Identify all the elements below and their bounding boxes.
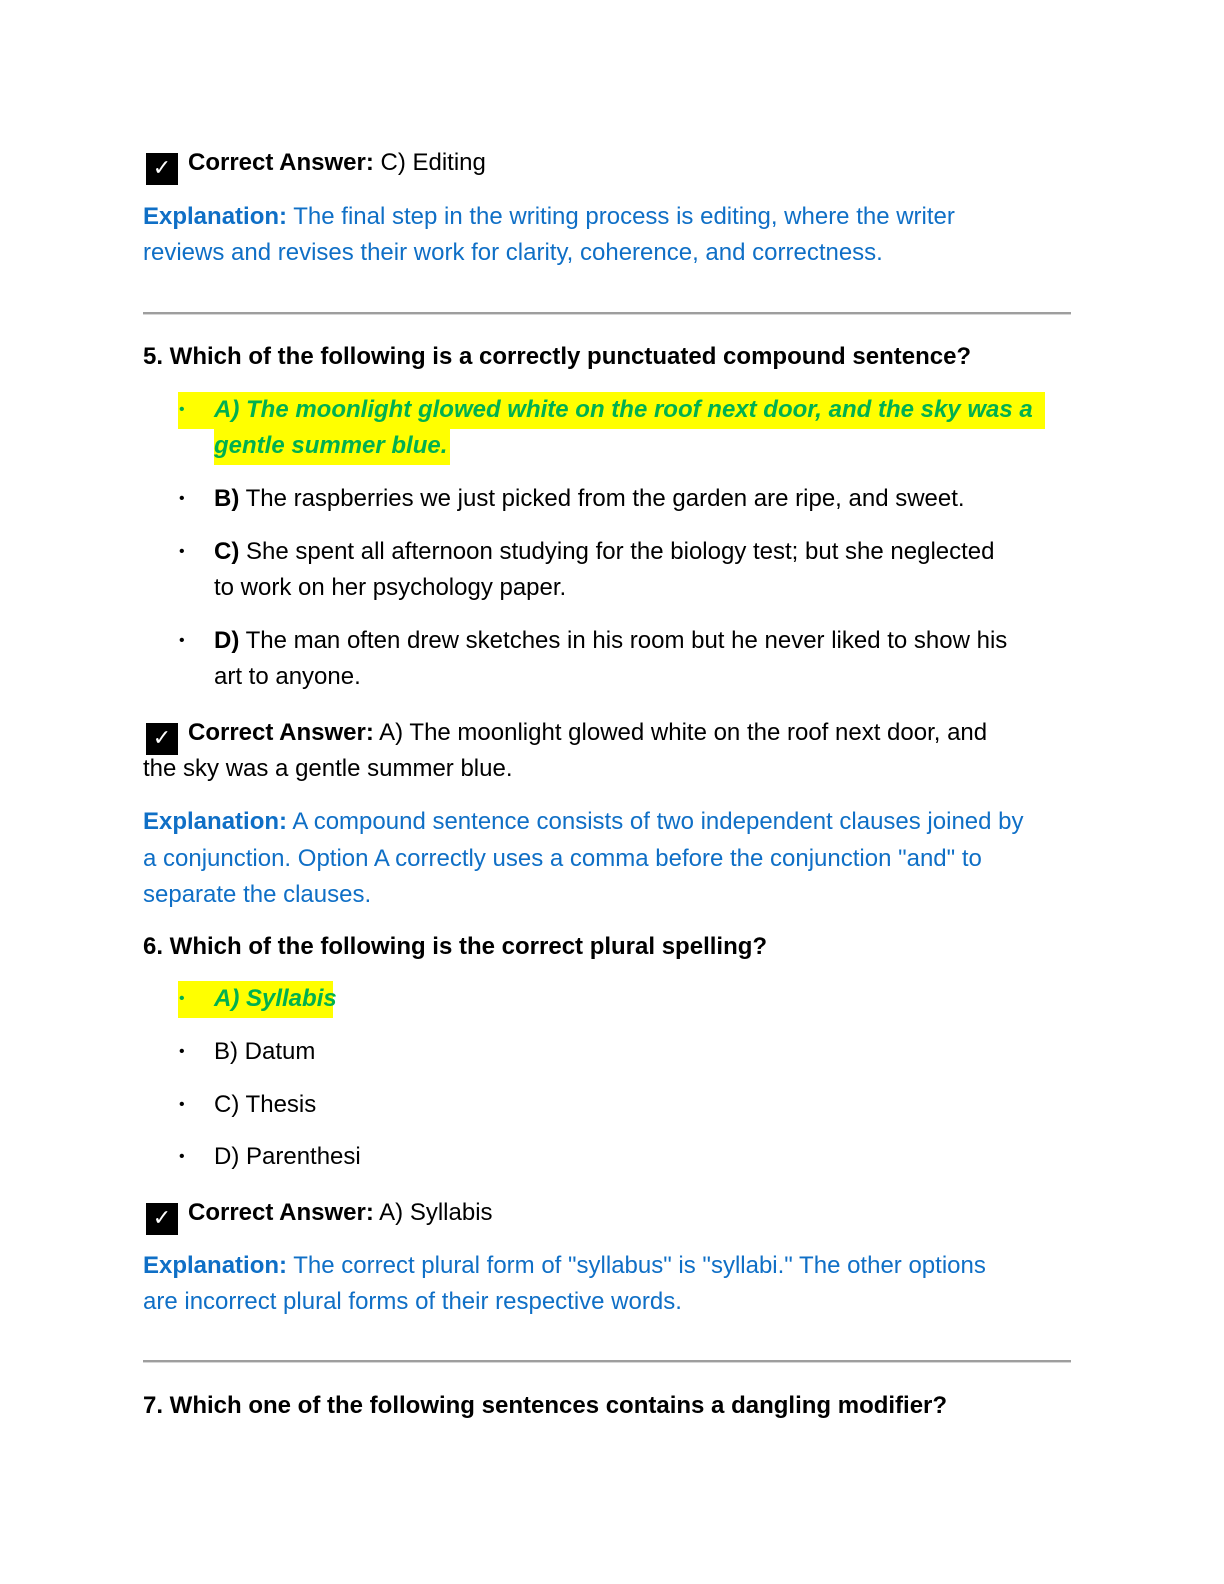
- q4-explanation-line1: Explanation: The final step in the writing process is editing, where the writer: [143, 203, 955, 230]
- q6-option-c: C) Thesis: [214, 1091, 317, 1118]
- q6-option-a: A) Syllabis: [214, 985, 337, 1012]
- explanation-label: Explanation:: [143, 808, 288, 835]
- correct-answer-label: Correct Answer:: [188, 719, 374, 746]
- q5-correct-answer-line2: the sky was a gentle summer blue.: [143, 755, 513, 782]
- q5-explanation-line3: separate the clauses.: [143, 881, 372, 908]
- bullet-icon: •: [179, 490, 185, 507]
- explanation-label: Explanation:: [143, 1252, 288, 1279]
- q5-explanation-line2: a conjunction. Option A correctly uses a comma before the conjunction "and" to: [143, 845, 982, 872]
- q6-option-d: D) Parenthesi: [214, 1143, 361, 1170]
- q4-explanation-line2: reviews and revises their work for clarity, coherence, and correctness.: [143, 239, 883, 266]
- q6-question: 6. Which of the following is the correct plural spelling?: [143, 933, 768, 960]
- check-icon: ✓: [146, 153, 178, 185]
- bullet-icon: •: [179, 392, 185, 429]
- q6-option-b: B) Datum: [214, 1038, 316, 1065]
- q6-correct-answer: ✓ Correct Answer: A) Syllabis: [143, 1195, 493, 1235]
- q5-option-c-line1: C) She spent all afternoon studying for the biology test; but she neglected: [214, 538, 995, 565]
- q5-option-a-line1: A) The moonlight glowed white on the roof next door, and the sky was a: [214, 396, 1033, 423]
- correct-answer-label: Correct Answer:: [188, 149, 374, 176]
- q6-explanation-line2: are incorrect plural forms of their respective words.: [143, 1288, 682, 1315]
- q5-option-b: B) The raspberries we just picked from the garden are ripe, and sweet.: [214, 485, 965, 512]
- q5-option-d-line2: art to anyone.: [214, 663, 361, 690]
- q5-option-d-line1: D) The man often drew sketches in his room but he never liked to show his: [214, 627, 1008, 654]
- section-divider: [143, 1360, 1071, 1363]
- bullet-icon: •: [179, 1148, 185, 1165]
- q5-explanation-line1: Explanation: A compound sentence consists of two independent clauses joined by: [143, 808, 1024, 835]
- correct-answer-label: Correct Answer:: [188, 1199, 374, 1226]
- q5-correct-answer-line1: ✓ Correct Answer: A) The moonlight glowed white on the roof next door, and: [143, 715, 987, 755]
- q5-question: 5. Which of the following is a correctly punctuated compound sentence?: [143, 343, 972, 370]
- explanation-label: Explanation:: [143, 203, 288, 230]
- q5-option-c-line2: to work on her psychology paper.: [214, 574, 567, 601]
- bullet-icon: •: [179, 1096, 185, 1113]
- bullet-icon: •: [179, 632, 185, 649]
- q5-option-a-line2: gentle summer blue.: [214, 432, 448, 459]
- bullet-icon: •: [179, 543, 185, 560]
- correct-answer-value: C) Editing: [373, 149, 486, 176]
- q7-question: 7. Which one of the following sentences contains a dangling modifier?: [143, 1392, 948, 1419]
- check-icon: ✓: [146, 1203, 178, 1235]
- bullet-icon: •: [179, 1043, 185, 1060]
- q6-explanation-line1: Explanation: The correct plural form of "syllabus" is "syllabi." The other options: [143, 1252, 986, 1279]
- q4-correct-answer: [143, 145, 486, 185]
- section-divider: [143, 312, 1071, 315]
- check-icon: ✓: [146, 723, 178, 755]
- bullet-icon: •: [179, 990, 185, 1007]
